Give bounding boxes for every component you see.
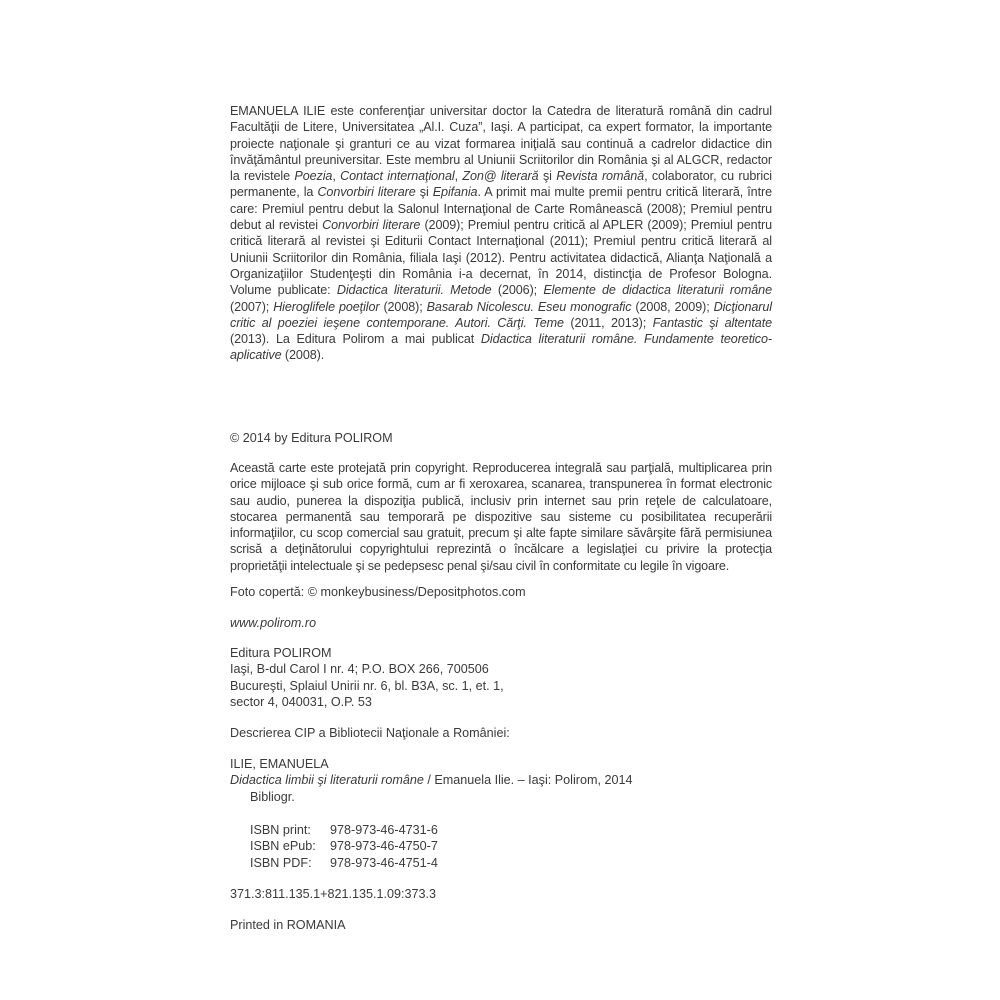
- address-line: Bucureşti, Splaiul Unirii nr. 6, bl. B3A, sc. 1, et. 1,: [230, 678, 504, 693]
- isbn-list: [250, 822, 792, 871]
- cdu-classification: 371.3:811.135.1+821.135.1.09:373.3: [230, 887, 437, 901]
- isbn-label: ISBN PDF:: [250, 855, 312, 870]
- cip-bibliography: Bibliogr.: [250, 789, 295, 804]
- isbn-value: 978-973-46-4750-7: [330, 839, 438, 854]
- isbn-label: ISBN ePub:: [250, 839, 316, 854]
- cip-imprint: / Emanuela Ilie. – Iaşi: Polirom, 2014: [423, 773, 633, 788]
- publisher-address: [230, 645, 772, 710]
- publisher-website: www.polirom.ro: [230, 616, 317, 630]
- cip-title-line: [230, 772, 772, 788]
- isbn-row: [250, 855, 792, 871]
- cip-title: Didactica limbii şi literaturii române: [230, 773, 424, 788]
- biography-paragraph: EMANUELA ILIE este conferenţiar universitar doctor la Catedra de literatură română din cadrul Facultăţii de Litere, Universitatea „Al.I. Cuza”, Iaşi. A participat, ca expert formator, la importante proiecte naţionale şi granturi ce au vizat formarea iniţială sau continuă a cadrelor didactice din învăţământul preuniversitar. Este membru al Uniunii Scriitorilor din România şi al ALGCR, redactor la revistele Poezia, Contact internaţional, Zon@ literară şi Revista română, colaborator, cu rubrici permanente, la Convorbiri literare şi Epifania. A primit mai multe premii pentru critică literară, între care: Premiul pentru debut la Salonul Internaţional de Carte Românească (2008); Premiul pentru debut al revistei Convorbiri literare (2009); Premiul pentru critică al APLER (2009); Premiul pentru critică literară al revistei şi Editurii Contact Internaţional (2011); Premiul pentru critică literară al Uniunii Scriitorilor din România, filiala Iaşi (2012). Pentru activitatea didactică, Alianţa Naţională a Organizaţiilor Studenţeşti din România i-a decernat, în 2014, distincţia de Profesor Bologna. Volume publicate: Didactica literaturii. Metode (2006); Elemente de didactica literaturii române (2007); Hieroglifele poeţilor (2008); Basarab Nicolescu. Eseu monografic (2008, 2009); Dicţionarul critic al poeziei ieşene contemporane. Autori. Cărţi. Teme (2011, 2013); Fantastic şi altentate (2013). La Editura Polirom a mai publicat Didactica literaturii române. Fundamente teoretico-aplicative (2008).: [230, 104, 773, 363]
- printed-in: Printed in ROMANIA: [230, 918, 346, 932]
- isbn-value: 978-973-46-4731-6: [330, 823, 438, 837]
- cip-record: [230, 756, 772, 805]
- address-line: Iaşi, B-dul Carol I nr. 4; P.O. BOX 266, 700506: [230, 662, 489, 677]
- isbn-value: 978-973-46-4751-4: [330, 855, 438, 870]
- publisher-name: Editura POLIROM: [230, 646, 332, 660]
- legal-notice: Această carte este protejată prin copyright. Reproducerea integrală sau parţială, multiplicarea prin orice mijloace şi sub orice formă, cum ar fi xeroxarea, scanarea, transpunerea în format electronic sau audio, punerea la dispoziţia publică, inclusiv prin internet sau prin reţele de calculatoare, stocarea permanentă sau temporară pe dispozitive sau sisteme cu posibilitatea recuperării informaţiilor, cu scop comercial sau gratuit, precum şi alte fapte similare săvârşite fără permisiunea scrisă a deţinătorului copyrightului reprezintă o încălcare a legislaţiei cu privire la protecţia proprietăţii intelectuale şi se pedepsesc penal şi/sau civil în conformitate cu legile în vigoare.: [230, 461, 772, 573]
- isbn-row: [250, 822, 792, 838]
- isbn-label: ISBN print:: [250, 823, 311, 837]
- cip-author: ILIE, EMANUELA: [230, 757, 329, 771]
- isbn-row: [250, 838, 792, 854]
- cip-heading: Descrierea CIP a Bibliotecii Naţionale a României:: [230, 726, 510, 740]
- copyright-notice: © 2014 by Editura POLIROM: [230, 431, 393, 445]
- address-line: sector 4, 040031, O.P. 53: [230, 694, 372, 709]
- author-biography: [230, 103, 772, 364]
- cover-photo-credit: Foto copertă: © monkeybusiness/Depositphotos.com: [230, 585, 526, 599]
